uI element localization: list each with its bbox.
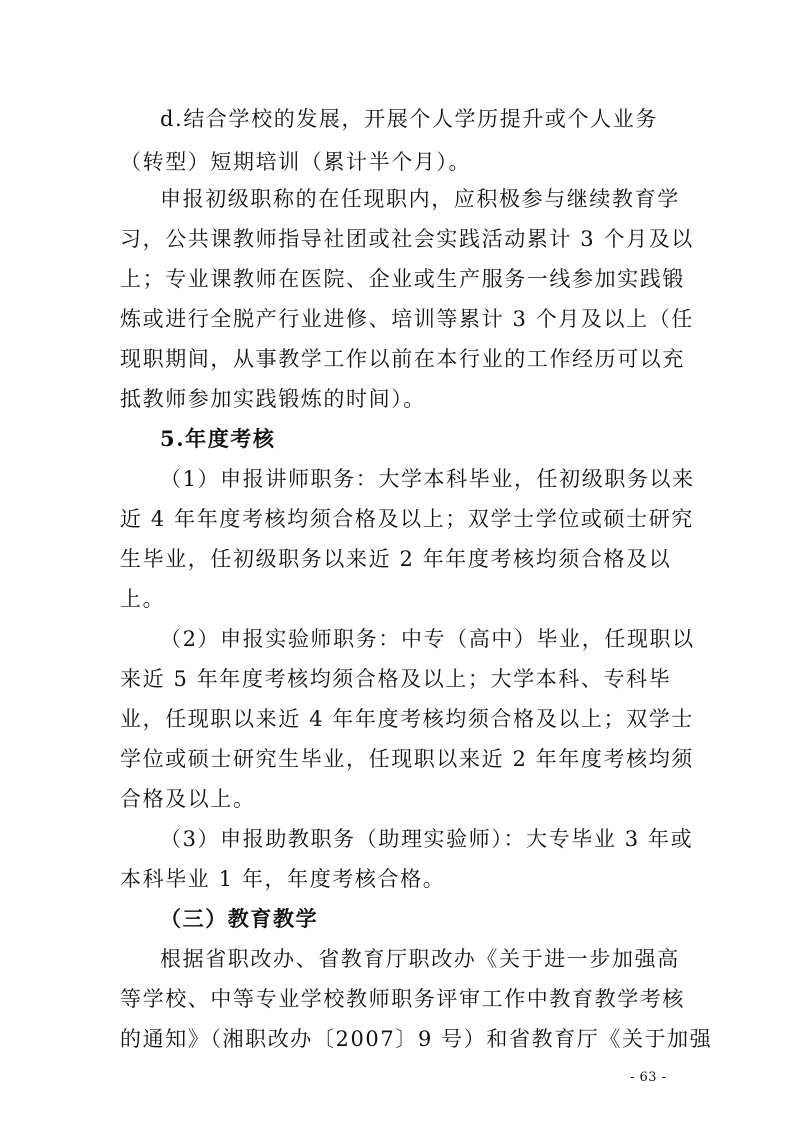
text-line: d.结合学校的发展，开展个人学历提升或个人业务: [160, 107, 658, 131]
section-heading: 5.年度考核: [160, 426, 276, 451]
text-line: 的通知》（湘职改办〔2007〕9 号）和省教育厅《关于加强: [120, 1027, 713, 1051]
text-line: （2）申报实验师职务：中专（高中）毕业，任现职以: [160, 627, 695, 651]
text-line: 炼或进行全脱产行业进修、培训等累计 3 个月及以上（任: [120, 307, 694, 331]
text-line: 本科毕业 1 年，年度考核合格。: [120, 867, 446, 891]
text-line: 抵教师参加实践锻炼的时间）。: [120, 387, 426, 411]
text-line: 现职期间，从事教学工作以前在本行业的工作经历可以充: [120, 347, 685, 371]
text-line: 上；专业课教师在医院、企业或生产服务一线参加实践锻: [120, 267, 685, 291]
text-line: 生毕业，任初级职务以来近 2 年年度考核均须合格及以: [120, 547, 672, 571]
text-line: （1）申报讲师职务：大学本科毕业，任初级职务以来: [160, 467, 695, 491]
text-line: （转型）短期培训（累计半个月）。: [120, 150, 472, 174]
text-line: 上。: [120, 587, 166, 611]
text-line: 等学校、中等专业学校教师职务评审工作中教育教学考核: [120, 987, 685, 1011]
text-line: 根据省职改办、省教育厅职改办《关于进一步加强高: [160, 947, 680, 971]
text-line: 习，公共课教师指导社团或社会实践活动累计 3 个月及以: [120, 227, 694, 251]
text-line: 近 4 年年度考核均须合格及以上；双学士学位或硕士研究: [120, 507, 694, 531]
section-heading: （三）教育教学: [160, 906, 319, 931]
text-line: 学位或硕士研究生毕业，任现职以来近 2 年年度考核均须: [120, 747, 694, 771]
page-number: - 63 -: [630, 1070, 667, 1085]
text-line: 申报初级职称的在任现职内，应积极参与继续教育学: [160, 187, 680, 211]
text-line: 来近 5 年年度考核均须合格及以上；大学本科、专科毕: [120, 667, 672, 691]
text-line: 业，任现职以来近 4 年年度考核均须合格及以上；双学士: [120, 707, 694, 731]
text-line: 合格及以上。: [120, 787, 256, 811]
text-line: （3）申报助教职务（助理实验师）：大专毕业 3 年或: [160, 827, 694, 851]
